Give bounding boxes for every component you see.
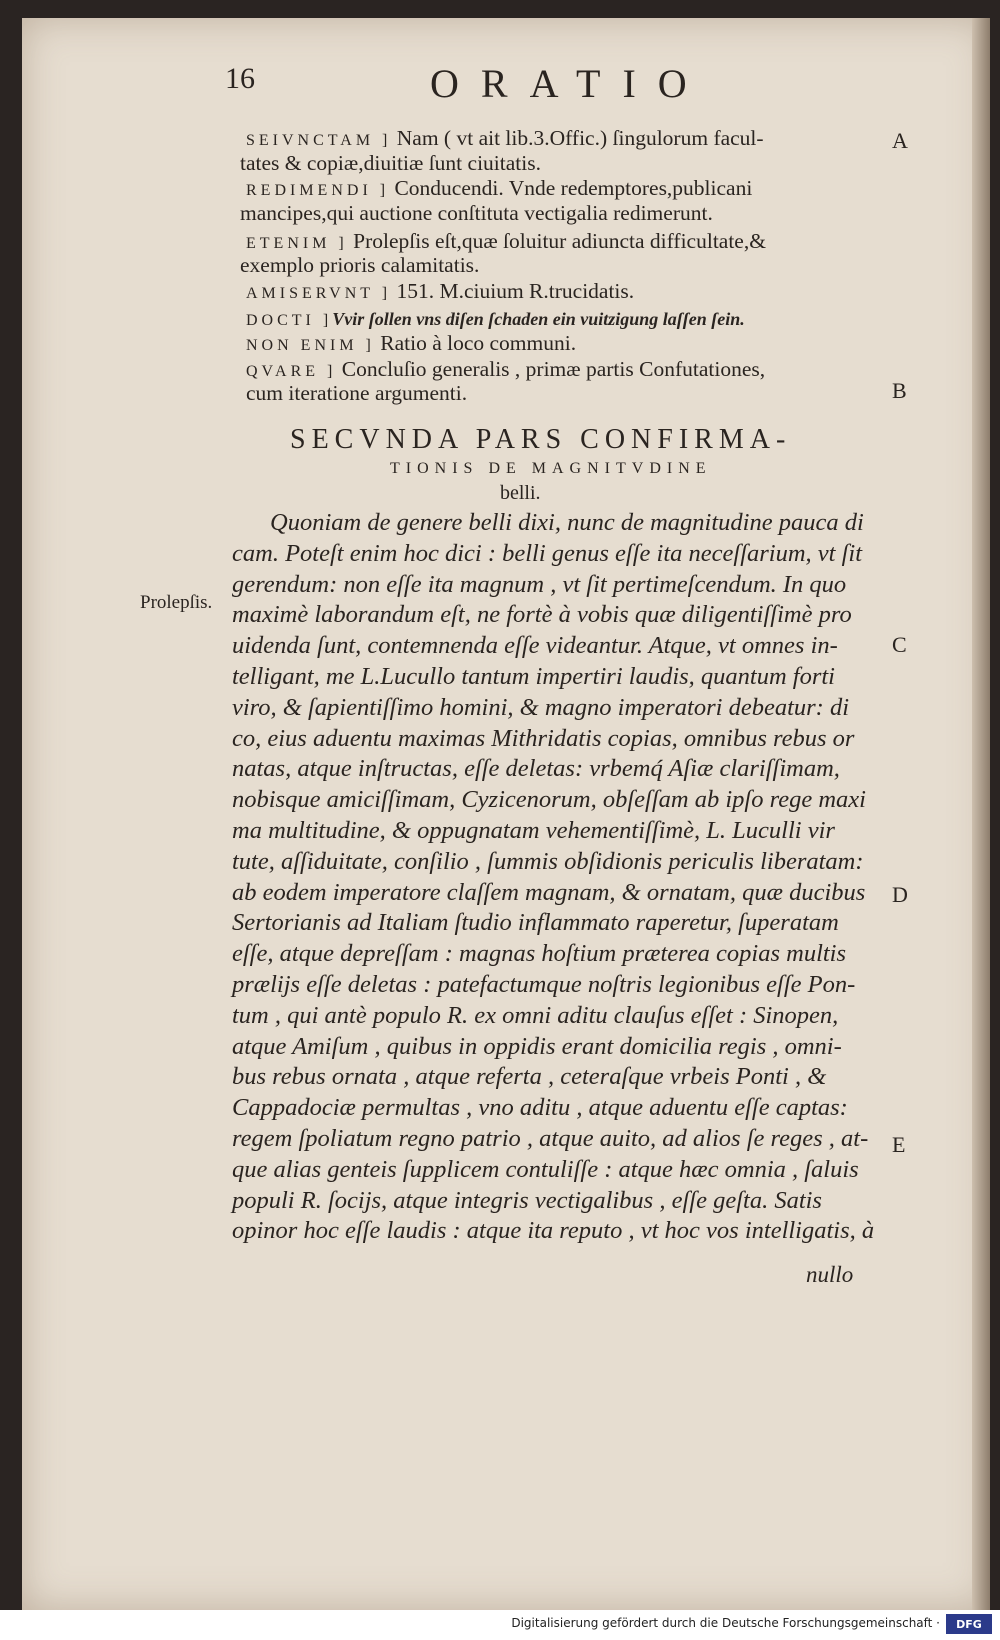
note-lemma: ETENIM ] [246,235,348,252]
section-heading-line-1: SECVNDA PARS CONFIRMA- [290,424,792,455]
body-line: ab eodem imperatore claſſem magnam, & ornatam, quæ ducibus [232,878,866,906]
body-line: nobisque amiciſſimam, Cyzicenorum, obſeſſam ab ipſo rege maxi [232,786,866,814]
margin-letter-a: A [892,128,908,153]
body-line: eſſe, atque depreſſam : magnas hoſtium præterea copias multis [232,940,847,968]
body-line: gerendum: non eſſe ita magnum , vt ſit pertimeſcendum. In quo [232,570,847,598]
note-text: Nam ( vt ait lib.3.Offic.) ſingulorum facul- [391,126,764,150]
body-line: tute, aſſiduitate, conſilio , ſummis obſidionis periculis liberatam: [232,847,864,875]
margin-letter-b: B [892,378,907,403]
body-line: prælijs eſſe deletas : patefactumque noſtris legionibus eſſe Pon- [232,971,856,998]
body-line: Cappadociæ permultas , vno aditu , atque aduentu eſſe captas: [232,1094,848,1122]
note-text: exemplo prioris calamitatis. [240,253,480,277]
note-line [240,200,713,227]
body-line: populi R. ſocijs, atque integris vectigalibus , eſſe geſta. Satis [232,1186,822,1214]
body-line: que alias genteis ſupplicem contuliſſe : atque hæc omnia , ſaluis [232,1155,859,1183]
body-line: tum , qui antè populo R. ex omni aditu clauſus eſſet : Sinopen, [232,1001,839,1029]
note-lemma: REDIMENDI ] [246,182,390,199]
margin-letter-c: C [892,632,907,657]
note-lemma: NON ENIM ] [246,337,375,354]
note-text: Concluſio generalis , primæ partis Confutationes, [336,357,766,381]
note-text: tates & copiæ,diuitiæ ſunt ciuitatis. [240,151,541,175]
note-german-gloss: Vvir ſollen vns diſen ſchaden ein vuitzigung laſſen ſein. [332,309,745,329]
note-line [246,330,576,359]
note-text: Conducendi. Vnde redemptores,publicani [389,176,753,200]
note-text: mancipes,qui auctione conſtituta vectigalia redimerunt. [240,201,713,225]
note-line [240,252,479,279]
note-text: cum iteratione argumenti. [246,381,468,405]
catchword: nullo [806,1262,854,1287]
body-line: uidenda ſunt, contemnenda eſſe videantur. Atque, vt omnes in- [232,632,838,660]
section-heading-line-2: TIONIS DE MAGNITVDINE [390,460,712,477]
body-line: opinor hoc eſſe laudis : atque ita reputo , vt hoc vos intelligatis, à [232,1217,875,1245]
note-line [246,278,634,307]
dfg-logo: DFG [946,1614,992,1634]
footer-bar [0,1610,1000,1640]
note-lemma: DOCTI ] [246,312,333,329]
page-edge [972,18,990,1610]
body-line: regem ſpoliatum regno patrio , atque auito, ad alios ſe reges , at- [232,1125,869,1152]
body-line: Sertorianis ad Italiam ſtudio inflammato raperetur, ſuperatam [232,909,839,937]
note-lemma: SEIVNCTAM ] [246,132,392,149]
footer-credit: Digitalisierung gefördert durch die Deutsche Forschungsgemeinschaft · [511,1616,940,1630]
body-line: Quoniam de genere belli dixi, nunc de magnitudine pauca di [270,509,864,536]
margin-letter-d: D [892,882,908,907]
body-line: cam. Poteſt enim hoc dici : belli genus eſſe ita neceſſarium, vt ſit [232,539,863,567]
note-text: Ratio à loco communi. [374,331,577,355]
note-line [240,150,541,177]
margin-note: Prolepſis. [140,592,213,613]
body-line: bus rebus ornata , atque referta , ceteraſque vrbeis Ponti , & [232,1063,827,1091]
body-line: atque Amiſum , quibus in oppidis erant domicilia regis , omni- [232,1032,842,1060]
body-line: telligant, me L.Lucullo tantum impertiri laudis, quantum forti [232,663,835,690]
note-text: 151. M.ciuium R.trucidatis. [391,279,635,303]
body-line: viro, & ſapientiſſimo homini, & magno imperatori debeatur: di [232,693,849,721]
body-line: natas, atque inſtructas, eſſe deletas: vrbemq́ Aſiæ clariſſimam, [232,755,840,783]
section-heading-line-3: belli. [500,482,541,504]
body-line: maximè laborandum eſt, ne fortè à vobis quæ diligentiſſimè pro [232,601,852,629]
note-text: Prolepſis eſt,quæ ſoluitur adiuncta difficultate,& [347,229,766,253]
note-lemma: QVARE ] [246,363,337,380]
note-line [246,380,467,407]
body-line: co, eius aduentu maximas Mithridatis copias, omnibus rebus or [232,724,855,752]
body-line: ma multitudine, & oppugnatam vehementiſſimè, L. Luculli vir [232,817,835,844]
running-title: ORATIO [430,61,709,106]
note-lemma: AMISERVNT ] [246,285,392,302]
margin-letter-e: E [892,1132,906,1157]
page-number: 16 [225,62,255,95]
